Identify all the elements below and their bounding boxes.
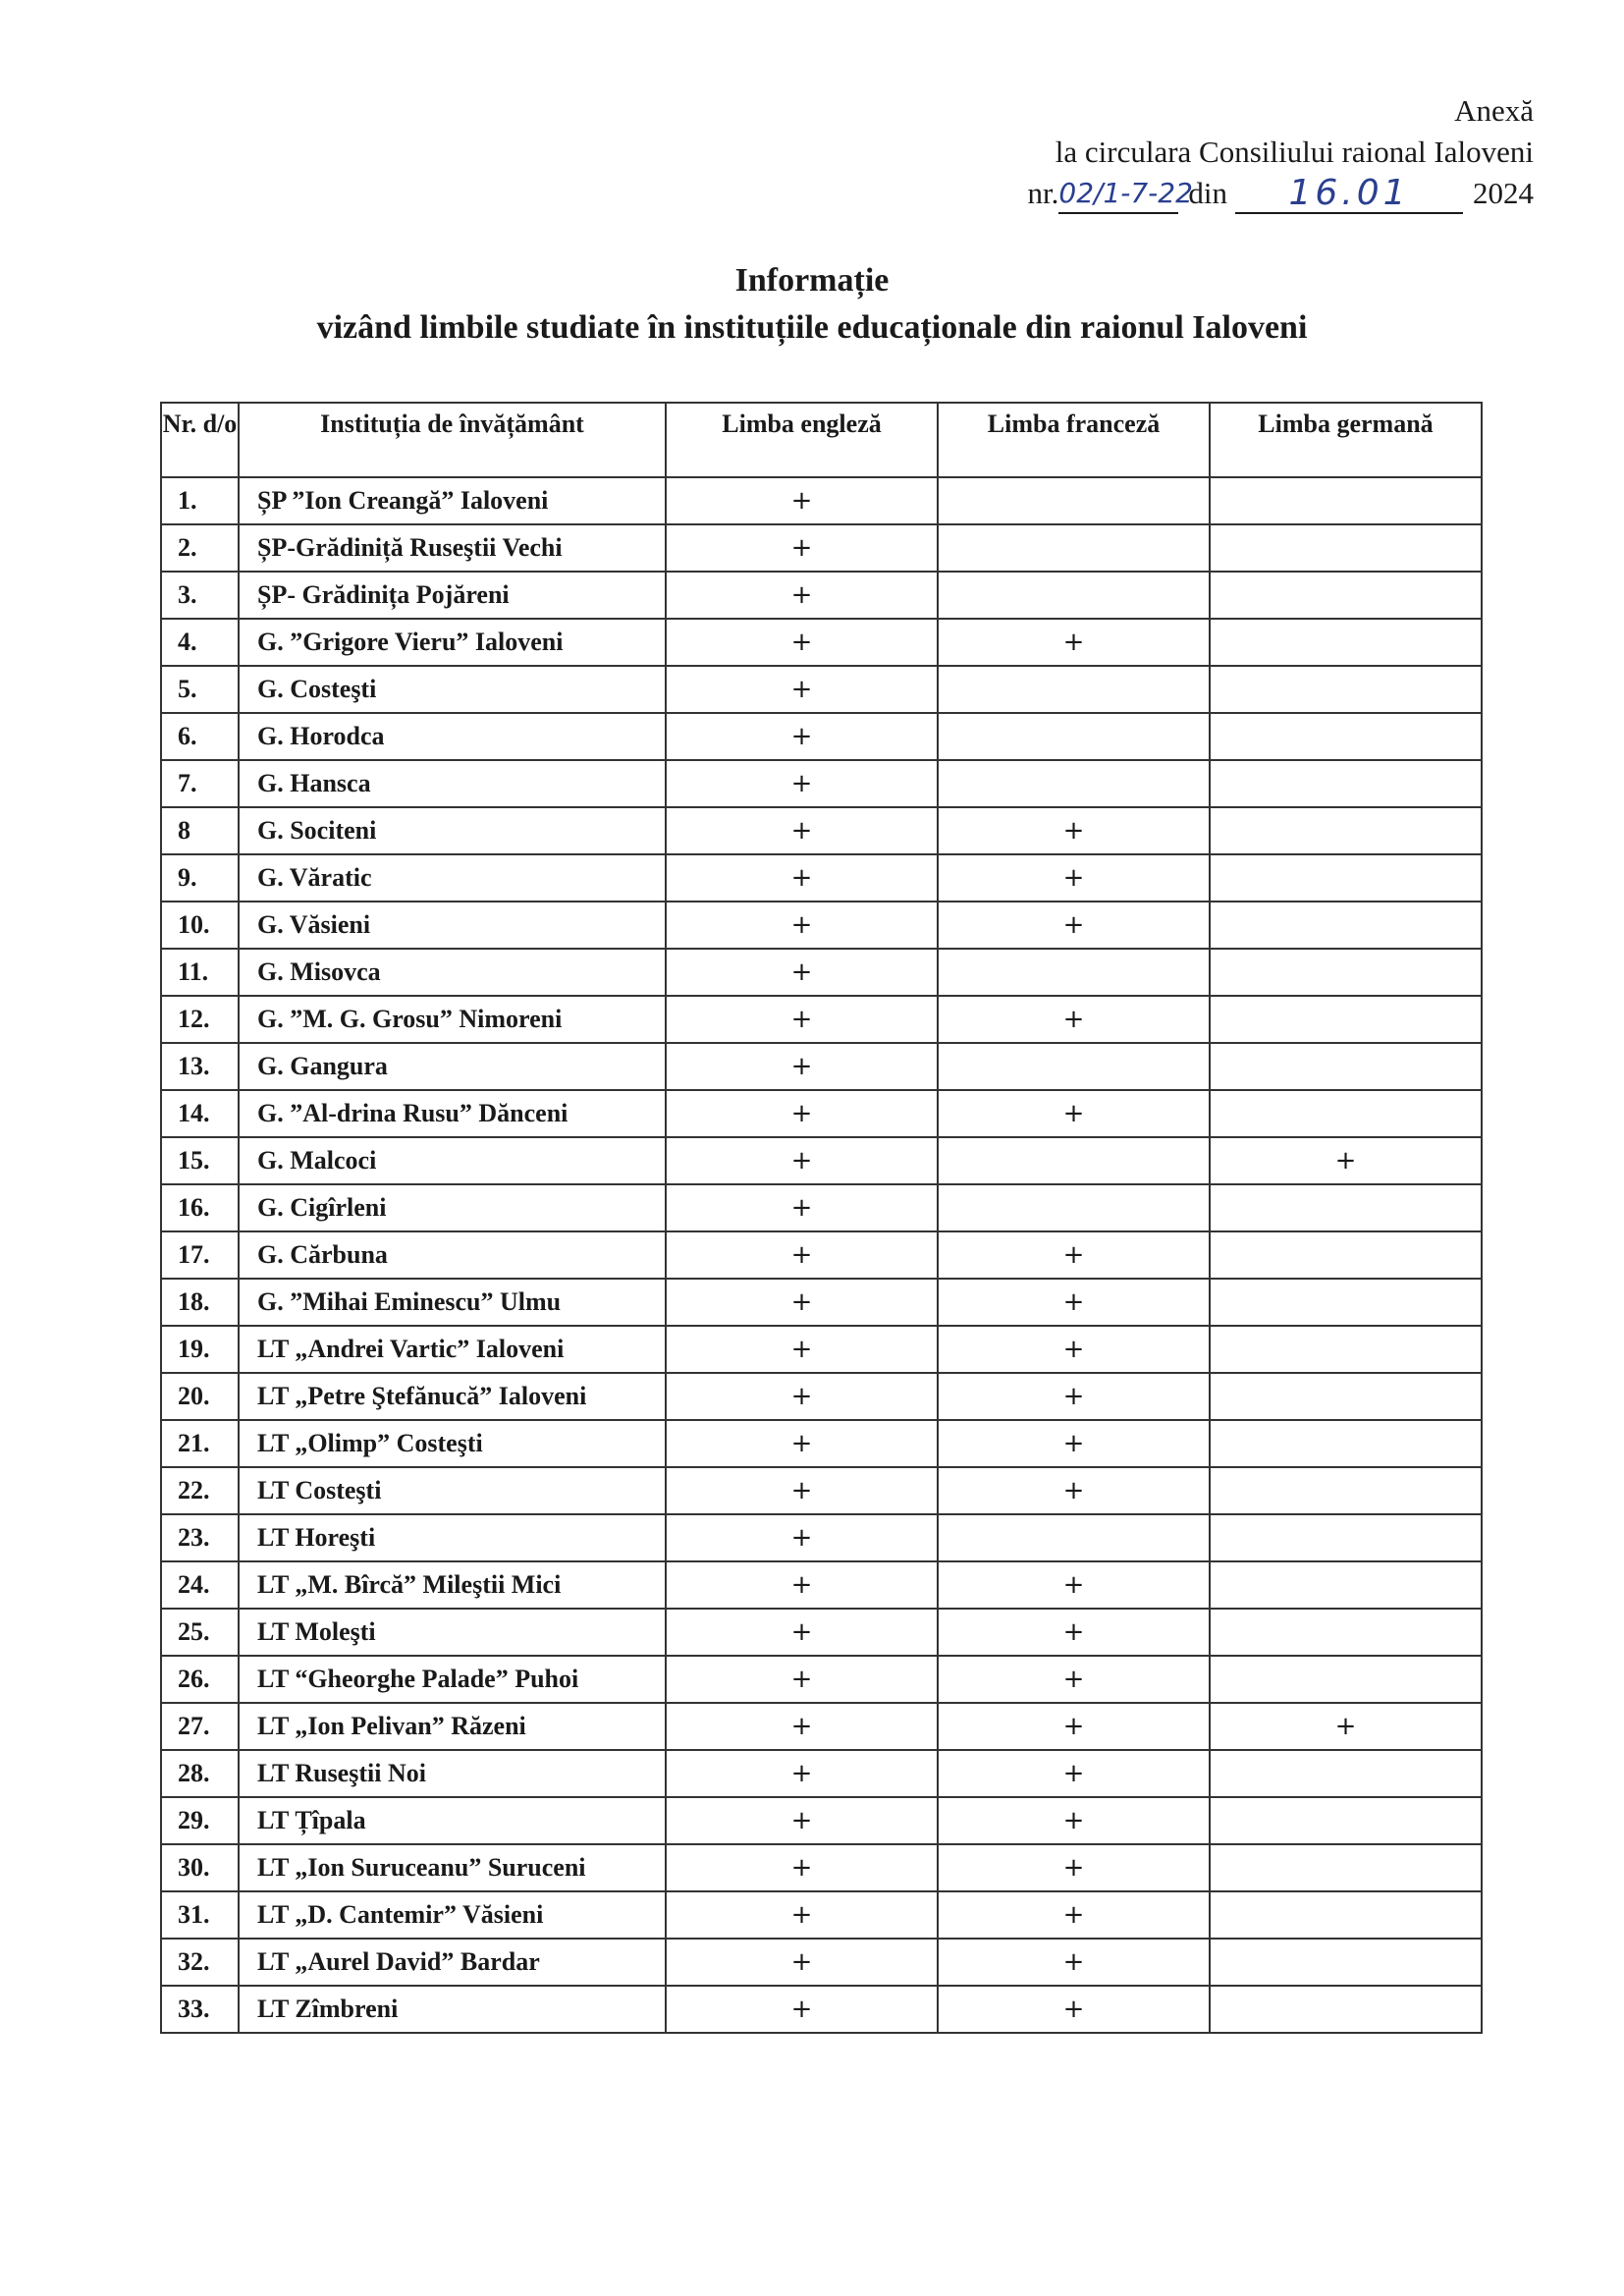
heading-line-1: Informație <box>734 262 890 299</box>
row-nr: 3. <box>161 572 239 619</box>
row-institution: LT „Ion Pelivan” Răzeni <box>239 1703 666 1750</box>
row-french-mark: + <box>938 1090 1210 1137</box>
table-row <box>161 760 1482 807</box>
row-french-mark: + <box>938 1561 1210 1609</box>
row-english-mark: + <box>666 1184 938 1231</box>
row-french-mark <box>938 666 1210 713</box>
table-row <box>161 1279 1482 1326</box>
row-english-mark: + <box>666 572 938 619</box>
row-english-mark: + <box>666 1703 938 1750</box>
row-german-mark <box>1210 1750 1482 1797</box>
table-row <box>161 619 1482 666</box>
header-french: Limba franceză <box>938 403 1210 477</box>
row-french-mark <box>938 572 1210 619</box>
row-german-mark <box>1210 1844 1482 1891</box>
header-english: Limba engleză <box>666 403 938 477</box>
row-french-mark <box>938 1137 1210 1184</box>
row-nr: 21. <box>161 1420 239 1467</box>
table-row <box>161 1090 1482 1137</box>
table-row <box>161 1844 1482 1891</box>
table-row <box>161 1561 1482 1609</box>
row-english-mark: + <box>666 1656 938 1703</box>
row-french-mark: + <box>938 1656 1210 1703</box>
row-english-mark: + <box>666 1043 938 1090</box>
row-english-mark: + <box>666 666 938 713</box>
row-nr: 27. <box>161 1703 239 1750</box>
row-french-mark: + <box>938 807 1210 854</box>
row-german-mark <box>1210 1373 1482 1420</box>
row-german-mark <box>1210 1561 1482 1609</box>
date-handwritten-value: 16.01 <box>1235 175 1463 214</box>
row-english-mark: + <box>666 1279 938 1326</box>
row-german-mark <box>1210 619 1482 666</box>
row-nr: 19. <box>161 1326 239 1373</box>
row-institution: LT „Petre Ştefănucă” Ialoveni <box>239 1373 666 1420</box>
table-row <box>161 572 1482 619</box>
row-german-mark <box>1210 1279 1482 1326</box>
row-german-mark <box>1210 1797 1482 1844</box>
row-german-mark <box>1210 854 1482 902</box>
row-english-mark: + <box>666 1891 938 1939</box>
row-french-mark: + <box>938 1467 1210 1514</box>
row-german-mark <box>1210 666 1482 713</box>
row-institution: LT „D. Cantemir” Văsieni <box>239 1891 666 1939</box>
row-english-mark: + <box>666 854 938 902</box>
row-institution: G. ”M. G. Grosu” Nimoreni <box>239 996 666 1043</box>
table-row <box>161 1420 1482 1467</box>
row-nr: 22. <box>161 1467 239 1514</box>
row-english-mark: + <box>666 949 938 996</box>
row-nr: 9. <box>161 854 239 902</box>
row-german-mark: + <box>1210 1703 1482 1750</box>
row-english-mark: + <box>666 1090 938 1137</box>
row-nr: 6. <box>161 713 239 760</box>
row-institution: ȘP-Grădiniță Ruseştii Vechi <box>239 524 666 572</box>
row-institution: LT Zîmbreni <box>239 1986 666 2033</box>
row-french-mark: + <box>938 1844 1210 1891</box>
table-row <box>161 1043 1482 1090</box>
row-german-mark <box>1210 1231 1482 1279</box>
row-institution: G. Cigîrleni <box>239 1184 666 1231</box>
row-german-mark <box>1210 1656 1482 1703</box>
table-row <box>161 477 1482 524</box>
row-nr: 17. <box>161 1231 239 1279</box>
row-nr: 15. <box>161 1137 239 1184</box>
row-german-mark <box>1210 1043 1482 1090</box>
table-row <box>161 1137 1482 1184</box>
row-french-mark: + <box>938 1703 1210 1750</box>
row-english-mark: + <box>666 1137 938 1184</box>
row-institution: G. Malcoci <box>239 1137 666 1184</box>
row-nr: 28. <box>161 1750 239 1797</box>
row-institution: G. ”Mihai Eminescu” Ulmu <box>239 1279 666 1326</box>
row-institution: G. Cărbuna <box>239 1231 666 1279</box>
row-institution: LT Țîpala <box>239 1797 666 1844</box>
row-institution: LT “Gheorghe Palade” Puhoi <box>239 1656 666 1703</box>
table-row <box>161 1609 1482 1656</box>
row-nr: 29. <box>161 1797 239 1844</box>
row-english-mark: + <box>666 477 938 524</box>
din-label: din <box>1188 176 1227 210</box>
row-nr: 1. <box>161 477 239 524</box>
row-german-mark <box>1210 1420 1482 1467</box>
row-french-mark: + <box>938 1986 1210 2033</box>
header-institution: Instituția de învățământ <box>239 403 666 477</box>
row-german-mark <box>1210 1891 1482 1939</box>
table-row <box>161 1703 1482 1750</box>
heading-line-2: vizând limbile studiate în instituțiile educaționale din raionul Ialoveni <box>316 309 1308 346</box>
row-institution: G. Costeşti <box>239 666 666 713</box>
table-row <box>161 1514 1482 1561</box>
row-institution: LT „Aurel David” Bardar <box>239 1939 666 1986</box>
row-nr: 14. <box>161 1090 239 1137</box>
table-body <box>161 477 1482 2033</box>
row-nr: 2. <box>161 524 239 572</box>
row-nr: 11. <box>161 949 239 996</box>
row-german-mark: + <box>1210 1137 1482 1184</box>
header-nr: Nr. d/o <box>161 403 239 477</box>
table-row <box>161 996 1482 1043</box>
table-row <box>161 1797 1482 1844</box>
row-french-mark: + <box>938 1797 1210 1844</box>
row-french-mark <box>938 1514 1210 1561</box>
languages-table <box>160 402 1483 2034</box>
table-row <box>161 1750 1482 1797</box>
table-row <box>161 1326 1482 1373</box>
row-french-mark <box>938 1043 1210 1090</box>
row-english-mark: + <box>666 996 938 1043</box>
row-nr: 13. <box>161 1043 239 1090</box>
row-french-mark: + <box>938 1609 1210 1656</box>
row-french-mark <box>938 1184 1210 1231</box>
table-row <box>161 1231 1482 1279</box>
row-french-mark <box>938 524 1210 572</box>
row-institution: G. Sociteni <box>239 807 666 854</box>
row-institution: G. Misovca <box>239 949 666 996</box>
row-nr: 8 <box>161 807 239 854</box>
table-row <box>161 854 1482 902</box>
row-institution: LT „Olimp” Costeşti <box>239 1420 666 1467</box>
annex-circular-line: la circulara Consiliului raional Ialoveni <box>1055 135 1534 169</box>
document-heading <box>0 257 1624 352</box>
row-english-mark: + <box>666 1420 938 1467</box>
row-english-mark: + <box>666 1514 938 1561</box>
row-french-mark: + <box>938 1326 1210 1373</box>
row-german-mark <box>1210 760 1482 807</box>
row-german-mark <box>1210 902 1482 949</box>
row-institution: ȘP ”Ion Creangă” Ialoveni <box>239 477 666 524</box>
table-row <box>161 807 1482 854</box>
row-english-mark: + <box>666 760 938 807</box>
row-nr: 25. <box>161 1609 239 1656</box>
row-french-mark: + <box>938 996 1210 1043</box>
row-english-mark: + <box>666 1939 938 1986</box>
row-institution: G. Gangura <box>239 1043 666 1090</box>
row-english-mark: + <box>666 619 938 666</box>
row-nr: 24. <box>161 1561 239 1609</box>
row-french-mark <box>938 949 1210 996</box>
row-institution: LT „Andrei Vartic” Ialoveni <box>239 1326 666 1373</box>
row-nr: 18. <box>161 1279 239 1326</box>
row-english-mark: + <box>666 1467 938 1514</box>
row-nr: 31. <box>161 1891 239 1939</box>
row-german-mark <box>1210 477 1482 524</box>
row-institution: LT „M. Bîrcă” Mileştii Mici <box>239 1561 666 1609</box>
table-header-row <box>161 403 1482 477</box>
row-german-mark <box>1210 572 1482 619</box>
row-english-mark: + <box>666 713 938 760</box>
table-row <box>161 1939 1482 1986</box>
row-institution: G. Horodca <box>239 713 666 760</box>
row-german-mark <box>1210 524 1482 572</box>
row-french-mark: + <box>938 1373 1210 1420</box>
table-row <box>161 1891 1482 1939</box>
table-row <box>161 666 1482 713</box>
row-nr: 7. <box>161 760 239 807</box>
row-french-mark: + <box>938 902 1210 949</box>
row-french-mark: + <box>938 854 1210 902</box>
row-english-mark: + <box>666 1609 938 1656</box>
row-german-mark <box>1210 1467 1482 1514</box>
table-row <box>161 1467 1482 1514</box>
row-french-mark: + <box>938 1939 1210 1986</box>
row-nr: 30. <box>161 1844 239 1891</box>
row-english-mark: + <box>666 1561 938 1609</box>
table-row <box>161 949 1482 996</box>
row-nr: 4. <box>161 619 239 666</box>
row-german-mark <box>1210 949 1482 996</box>
row-french-mark <box>938 760 1210 807</box>
row-institution: G. Văratic <box>239 854 666 902</box>
row-german-mark <box>1210 1184 1482 1231</box>
row-french-mark: + <box>938 1231 1210 1279</box>
row-institution: G. Văsieni <box>239 902 666 949</box>
row-german-mark <box>1210 1326 1482 1373</box>
row-nr: 23. <box>161 1514 239 1561</box>
annex-title: Anexă <box>1454 93 1534 128</box>
table-row <box>161 524 1482 572</box>
row-german-mark <box>1210 1609 1482 1656</box>
row-german-mark <box>1210 996 1482 1043</box>
row-french-mark <box>938 713 1210 760</box>
table-row <box>161 1986 1482 2033</box>
row-english-mark: + <box>666 902 938 949</box>
row-english-mark: + <box>666 1326 938 1373</box>
row-institution: LT Moleşti <box>239 1609 666 1656</box>
row-nr: 26. <box>161 1656 239 1703</box>
row-english-mark: + <box>666 1750 938 1797</box>
row-french-mark: + <box>938 1891 1210 1939</box>
nr-prefix: nr. <box>1027 176 1059 210</box>
row-french-mark: + <box>938 1750 1210 1797</box>
row-english-mark: + <box>666 807 938 854</box>
row-nr: 20. <box>161 1373 239 1420</box>
row-english-mark: + <box>666 1373 938 1420</box>
annex-reference-line <box>1028 173 1535 214</box>
row-nr: 32. <box>161 1939 239 1986</box>
row-institution: G. ”Grigore Vieru” Ialoveni <box>239 619 666 666</box>
row-french-mark: + <box>938 619 1210 666</box>
row-nr: 10. <box>161 902 239 949</box>
nr-handwritten-value: 02/1-7-22 <box>1058 175 1178 214</box>
annex-header <box>1028 90 1535 214</box>
row-french-mark: + <box>938 1279 1210 1326</box>
row-nr: 33. <box>161 1986 239 2033</box>
row-english-mark: + <box>666 1986 938 2033</box>
row-nr: 12. <box>161 996 239 1043</box>
row-german-mark <box>1210 1090 1482 1137</box>
row-institution: G. ”Al-drina Rusu” Dănceni <box>239 1090 666 1137</box>
row-nr: 16. <box>161 1184 239 1231</box>
row-english-mark: + <box>666 1231 938 1279</box>
row-english-mark: + <box>666 524 938 572</box>
row-french-mark: + <box>938 1420 1210 1467</box>
row-institution: LT „Ion Suruceanu” Suruceni <box>239 1844 666 1891</box>
row-german-mark <box>1210 1939 1482 1986</box>
row-institution: ȘP- Grădinița Pojăreni <box>239 572 666 619</box>
row-german-mark <box>1210 807 1482 854</box>
row-english-mark: + <box>666 1844 938 1891</box>
row-german-mark <box>1210 1514 1482 1561</box>
row-nr: 5. <box>161 666 239 713</box>
year-value: 2024 <box>1473 176 1534 210</box>
row-german-mark <box>1210 713 1482 760</box>
row-english-mark: + <box>666 1797 938 1844</box>
row-institution: G. Hansca <box>239 760 666 807</box>
table-row <box>161 1184 1482 1231</box>
table-row <box>161 902 1482 949</box>
table-row <box>161 1373 1482 1420</box>
row-institution: LT Ruseştii Noi <box>239 1750 666 1797</box>
table-row <box>161 713 1482 760</box>
row-institution: LT Costeşti <box>239 1467 666 1514</box>
row-institution: LT Horeşti <box>239 1514 666 1561</box>
table-row <box>161 1656 1482 1703</box>
row-german-mark <box>1210 1986 1482 2033</box>
row-french-mark <box>938 477 1210 524</box>
header-german: Limba germană <box>1210 403 1482 477</box>
